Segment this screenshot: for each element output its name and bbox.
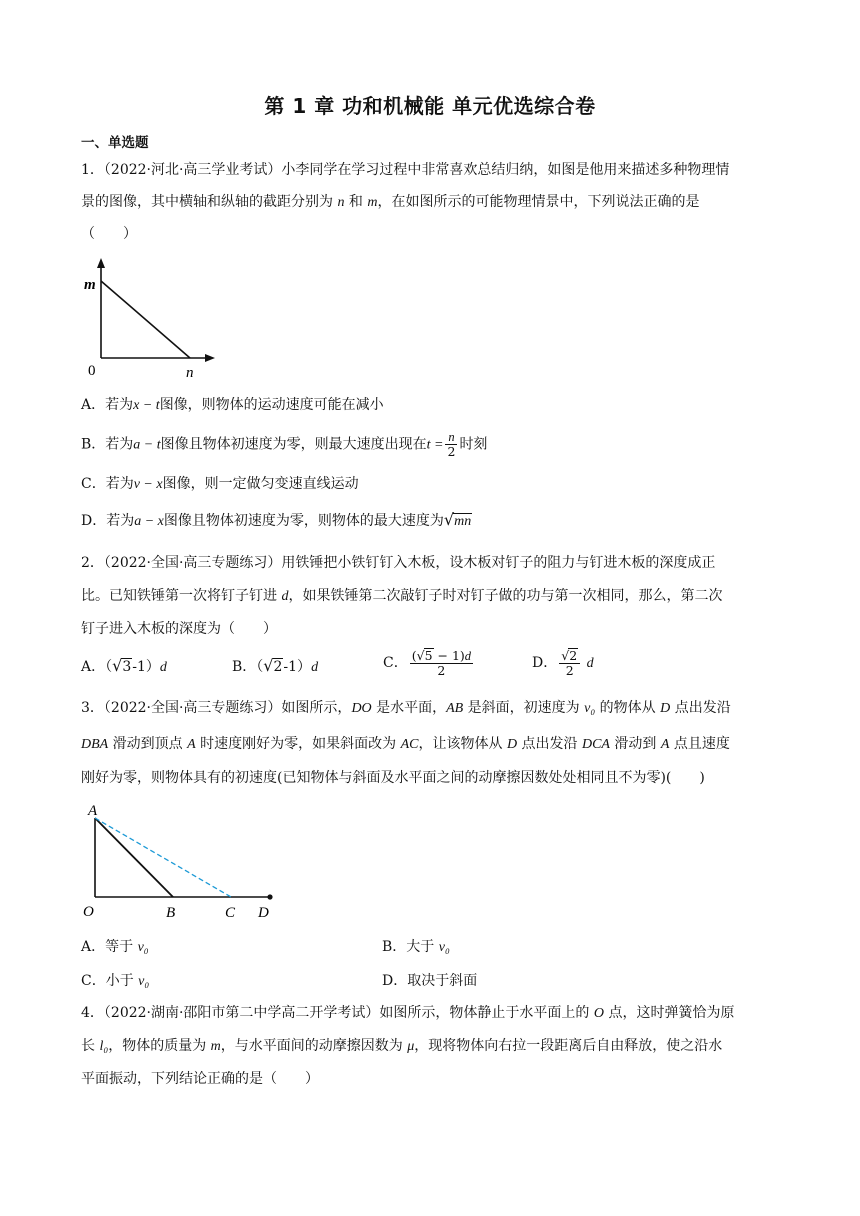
text: 点，这时弹簧恰为原 — [604, 1005, 735, 1021]
sqrt-sign: √ — [561, 648, 570, 663]
q1-option-b — [81, 430, 487, 459]
text: 长 — [81, 1038, 100, 1054]
fraction — [410, 648, 473, 678]
numerator: n — [445, 430, 457, 445]
radicand: 3 — [122, 659, 132, 675]
text: 图像且物体初速度为零，则最大速度出现在 — [160, 436, 427, 453]
var-d: d — [311, 660, 319, 675]
text: 4．（2022·湖南·邵阳市第二中学高二开学考试）如图所示，物体静止于水平面上的 — [81, 1005, 594, 1021]
radicand: 5 — [424, 648, 433, 663]
var: AB — [446, 701, 464, 716]
q1-option-d — [81, 510, 472, 530]
q4-stem-line1 — [81, 1002, 734, 1022]
q1-stem-line1: 1．（2022·河北·高三学业考试）小李同学在学习过程中非常喜欢总结归纳，如图是他用来描述多种物理情 — [81, 162, 730, 178]
radicand: mn — [454, 514, 472, 529]
text: ( — [411, 648, 417, 663]
q2-option-c — [383, 648, 475, 678]
q2-stem-line2 — [81, 585, 722, 605]
text: 图像且物体初速度为零，则物体的最大速度为 — [163, 513, 444, 529]
fig-label-n: n — [186, 365, 194, 380]
q3-stem-line2 — [81, 733, 730, 753]
q2-option-b — [232, 656, 318, 676]
text: − 1) — [433, 648, 465, 663]
var-n: n — [337, 195, 345, 210]
var: μ — [407, 1039, 415, 1054]
section-heading: 一、单选题 — [81, 135, 149, 151]
text: A．等于 — [81, 939, 138, 955]
numerator — [559, 648, 580, 664]
text: 是斜面，初速度为 — [463, 700, 585, 716]
var: v₀ — [584, 701, 596, 716]
var-d: d — [281, 589, 289, 604]
q1-graph-figure — [80, 255, 230, 380]
var: DCA — [581, 737, 610, 752]
q1-option-a — [81, 394, 384, 414]
var-d: d — [159, 660, 167, 675]
math: x − t — [133, 398, 160, 413]
text: ，现将物体向右拉一段距离后自由释放，使之沿水 — [414, 1038, 723, 1054]
q2-stem-line3: 钉子进入木板的深度为（ ） — [81, 621, 277, 637]
math: v − x — [133, 477, 163, 492]
q3-option-d: D．取决于斜面 — [382, 973, 478, 989]
text: 点出发沿 — [517, 736, 582, 752]
text: 时速度刚好为零，如果斜面改为 — [195, 736, 401, 752]
q3-option-a — [81, 936, 149, 956]
text: C．小于 — [81, 973, 139, 989]
var: v₀ — [137, 940, 149, 955]
sqrt-sign: √ — [263, 656, 274, 675]
text: 的物体从 — [595, 700, 661, 716]
sqrt-sign: √ — [112, 656, 123, 675]
text: 比。已知铁锤第一次将钉子钉进 — [81, 588, 282, 604]
var: A — [660, 737, 670, 752]
text: -1） — [132, 659, 160, 675]
math: a − t — [133, 437, 161, 453]
q2-stem-line1: 2．（2022·全国·高三专题练习）用铁锤把小铁钉钉入木板，设木板对钉子的阻力与钉进木板的深度成正 — [81, 555, 716, 571]
text: C．若为 — [81, 476, 134, 492]
radicand: 2 — [569, 648, 578, 663]
fig-label-m: m — [84, 277, 96, 293]
text: 3．（2022·全国·高三专题练习）如图所示， — [81, 700, 352, 716]
q3-incline-figure — [80, 800, 285, 922]
text: ，在如图所示的可能物理情景中，下列说法正确的是 — [377, 194, 700, 210]
text: 时刻 — [459, 436, 488, 453]
var: D — [660, 701, 671, 716]
var: D — [506, 737, 518, 752]
q1-stem-line2 — [81, 191, 699, 211]
var: DO — [351, 701, 372, 716]
var: v₀ — [438, 940, 450, 955]
fraction — [559, 648, 580, 678]
text: A．（ — [81, 659, 113, 675]
text: 点出发沿 — [670, 700, 731, 716]
fig-label-c: C — [225, 905, 236, 921]
page-title: 第 1 章 功和机械能 单元优选综合卷 — [264, 94, 596, 118]
q3-option-c — [81, 970, 149, 990]
text: C． — [383, 655, 408, 671]
var: m — [210, 1039, 221, 1054]
q1-option-c — [81, 473, 359, 493]
var-m: m — [367, 195, 378, 210]
text: -1） — [283, 659, 312, 675]
math: a − x — [134, 514, 164, 529]
fig-label-o: O — [83, 904, 94, 920]
text: B．（ — [232, 659, 264, 675]
text: 点且速度 — [669, 736, 730, 752]
var-d: d — [586, 656, 594, 671]
text: ，如果铁锤第二次敲钉子时对钉子做的功与第一次相同，那么，第二次 — [288, 588, 723, 604]
q1-stem-line3: （ ） — [81, 226, 137, 242]
denominator: 2 — [565, 663, 574, 678]
text: B．若为 — [81, 436, 134, 453]
var: l₀ — [99, 1039, 109, 1054]
text: A．若为 — [81, 397, 134, 413]
fig-label-a: A — [88, 803, 98, 819]
var: DBA — [81, 737, 109, 752]
var: v₀ — [138, 974, 150, 989]
denominator: 2 — [437, 663, 446, 678]
text: 和 — [344, 194, 368, 210]
q3-stem-line3: 刚好为零，则物体具有的初速度(已知物体与斜面及水平面之间的动摩擦因数处处相同且不为零)( ) — [81, 770, 705, 786]
fig-label-b: B — [166, 905, 176, 921]
text: 是水平面， — [371, 700, 447, 716]
q3-stem-line1 — [81, 697, 731, 717]
sqrt-sign: √ — [443, 510, 455, 529]
denominator: 2 — [447, 444, 456, 459]
numerator — [410, 648, 473, 664]
text: B．大于 — [382, 939, 439, 955]
text: 滑动到 — [609, 736, 661, 752]
q4-stem-line3: 平面振动，下列结论正确的是（ ） — [81, 1071, 319, 1087]
text: 图像，则一定做匀变速直线运动 — [162, 476, 359, 492]
text: ，与水平面间的动摩擦因数为 — [220, 1038, 408, 1054]
text: D．若为 — [81, 513, 135, 529]
fig-label-origin: 0 — [88, 363, 96, 379]
fig-label-d: D — [258, 905, 269, 921]
text: 滑动到顶点 — [108, 736, 188, 752]
text: ，物体的质量为 — [108, 1038, 211, 1054]
sqrt-sign: √ — [416, 648, 425, 663]
fraction — [445, 430, 457, 459]
text: ，让该物体从 — [418, 736, 507, 752]
q2-option-a — [81, 656, 167, 676]
q3-option-b — [382, 936, 450, 956]
math: t = — [426, 437, 444, 453]
var: AC — [400, 737, 419, 752]
text: 图像，则物体的运动速度可能在减小 — [159, 397, 384, 413]
q4-stem-line2 — [81, 1035, 722, 1055]
var: O — [593, 1006, 605, 1021]
text: D． — [532, 655, 558, 671]
radicand: 2 — [273, 659, 283, 675]
var-d: d — [464, 649, 472, 663]
text: 景的图像，其中横轴和纵轴的截距分别为 — [81, 194, 338, 210]
var: A — [187, 737, 196, 752]
q2-option-d — [532, 648, 594, 678]
